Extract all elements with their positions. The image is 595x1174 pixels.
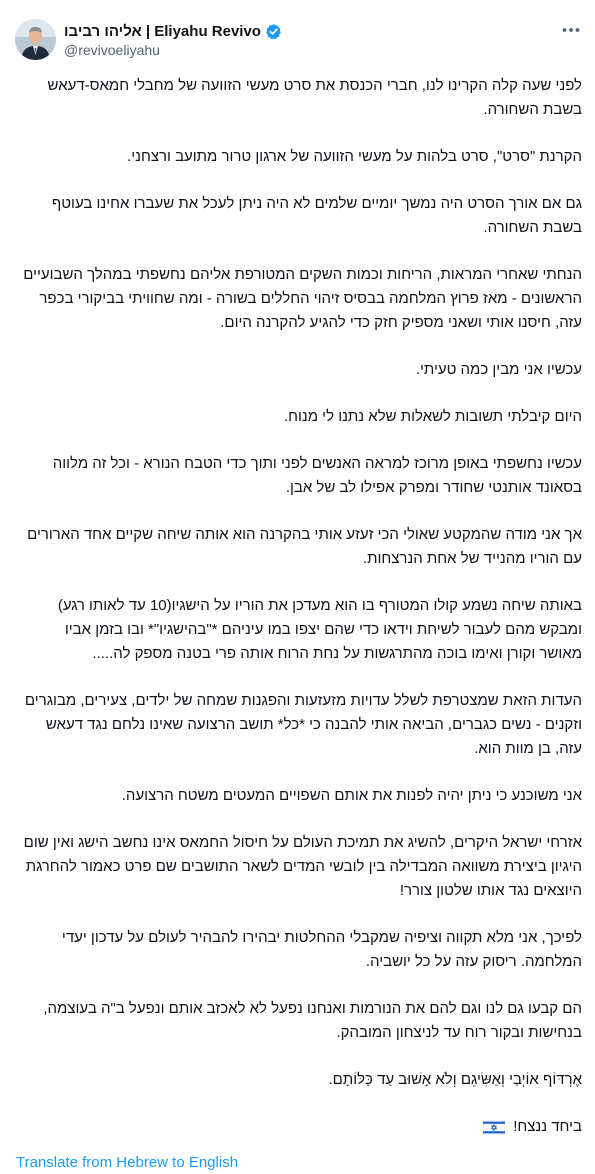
israel-flag-icon	[483, 1120, 505, 1135]
tweet-closing-line	[22, 1115, 582, 1139]
tweet-text	[22, 74, 582, 1162]
tweet-paragraph: הנחתי שאחרי המראות, הריחות וכמות השקים המטורפת אליהם נחשפתי במהלך השבועיים הראשונים - מאז פרוץ המלחמה בבסיס זיהוי החללים בשורה - ומה שחוויתי בביקורי בכפר עזה, חיסנו אותי ושאני מספיק חזק כדי להגיע להקרנה היום.	[23, 266, 582, 331]
tweet-paragraph: העדות הזאת שמצטרפת לשלל עדויות מזעזעות והפגנות שמחה של ילדים, צעירים, מבוגרים וזקנים - נשים כגברים, הביאה אותי להבנה כי *כל* תושב הרצועה שאינו נלחם נגד דעאש עזה, בן מוות הוא.	[24, 692, 582, 757]
author-name-line[interactable]	[64, 21, 282, 41]
verified-badge-icon	[265, 23, 282, 40]
more-options-icon	[562, 27, 580, 33]
tweet-paragraph: אך אני מודה שהמקטע שאולי הכי זעזע אותי בהקרנה הוא אותה שיחה שקיים אחד הארורים עם הוריו מהנייד של אחת הנרצחות.	[27, 526, 582, 567]
avatar-photo-icon	[15, 19, 56, 60]
tweet-paragraph: עכשיו אני מבין כמה טעיתי.	[415, 361, 582, 378]
tweet-paragraph: גם אם אורך הסרט היה נמשך יומיים שלמים לא היה ניתן לעכל את שעברו אחינו בעוטף בשבת השחורה.	[51, 195, 582, 236]
tweet-paragraph: הם קבעו גם לנו וגם להם את הנורמות ואנחנו נפעל לא לאכזב אותם ונפעל ב"ה בעוצמה, בנחישות ובקור רוח עד לניצחון המובהק.	[43, 1000, 582, 1041]
avatar[interactable]	[15, 19, 56, 60]
translate-link[interactable]: Translate from Hebrew to English	[16, 1154, 239, 1171]
tweet-paragraph: אֶרְדּוֹף אוֹיְבַי וְאַשִּׂיגֵם וְלֹא אָשׁוּב עַד כַּלּוֹתָם.	[328, 1071, 582, 1088]
author-handle[interactable]: @revivoeliyahu	[64, 42, 160, 58]
more-options-button[interactable]	[556, 18, 586, 42]
tweet-paragraph: אזרחי ישראל היקרים, להשיג את תמיכת העולם על חיסול החמאס אינו נחשב הישג ואין שום היגיון ביצירת משוואה המבדילה בין לובשי המדים לשאר התושבים שם פרט כאמור להחרגת היוצאים נגד אותו שלטון צורר!	[23, 834, 582, 899]
tweet-paragraph: עכשיו נחשפתי באופן מרוכז למראה האנשים לפני ותוך כדי הטבח הנורא - וכל זה מלווה בסאונד אותנטי שחודר ומפרק אפילו לב של אבן.	[52, 455, 582, 496]
tweet-paragraph: לפני שעה קלה הקרינו לנו, חברי הכנסת את סרט מעשי הזוועה של מחבלי חמאס-דעאש בשבת השחורה.	[47, 77, 582, 118]
tweet-paragraph: היום קיבלתי תשובות לשאלות שלא נתנו לי מנוח.	[283, 408, 582, 425]
tweet-closing-text: ביחד ננצח!	[513, 1118, 582, 1135]
tweet-paragraph: באותה שיחה נשמע קולו המטורף בו הוא מעדכן את הוריו על הישגיו(10 עד לאותו רגע) ומבקש מהם לעבור לשיחת וידאו כדי שהם יצפו במו עיניהם *"בהישגיו"* ובו בזמן אביו מאושר וקורן ואימו בוכה מהתרגשות על נחת הרוח אותה פרי בטנה מספק לה.....	[57, 597, 582, 662]
author-display-name[interactable]: אליהו רביבו | Eliyahu Revivo	[64, 22, 261, 40]
tweet-header	[0, 0, 595, 70]
tweet-paragraph: הקרנת "סרט", סרט בלהות על מעשי הזוועה של ארגון טרור מתועב ורצחני.	[127, 148, 582, 165]
tweet-paragraph: לפיכך, אני מלא תקווה וציפיה שמקבלי ההחלטות יבהירו להבהיר לעולם על עדכון יעדי המלחמה. ריסוק עזה על כל יושביה.	[61, 929, 582, 970]
tweet-paragraph: אני משוכנע כי ניתן יהיה לפנות את אותם השפויים המעטים משטח הרצועה.	[121, 787, 582, 804]
